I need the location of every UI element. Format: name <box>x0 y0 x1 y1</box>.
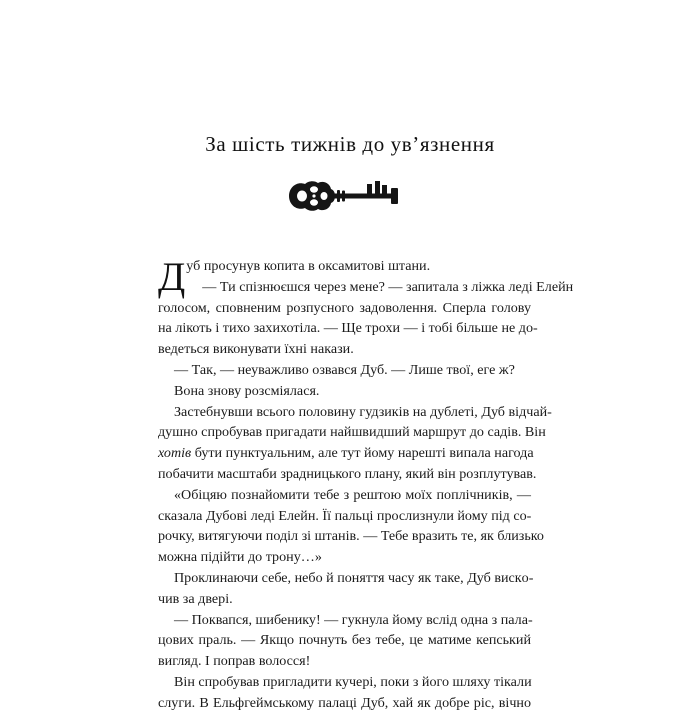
paragraph <box>158 277 574 360</box>
text-line: слуги. В Ельфгеймському палаці Дуб, хай як добре ріс, вічно <box>158 694 531 711</box>
emphasis-word: хотів <box>158 445 192 462</box>
paragraph <box>158 568 534 610</box>
text-line: побачити масштаби зрадницького плану, який він розплутував. <box>158 465 537 482</box>
text-line: Застебнувши всього половину гудзиків на дублеті, Дуб відчай- <box>174 403 552 420</box>
text-line: Проклинаючи себе, небо й поняття часу як таке, Дуб вискo- <box>174 569 534 586</box>
text-line: чив за двері. <box>158 590 233 607</box>
text-fragment: бути пунктуальним, але тут йому нарешті випала нагода <box>191 445 534 462</box>
text-line <box>158 443 534 464</box>
text-line: цових праль. — Якщо почнуть без тебе, це матиме кепський <box>158 632 531 649</box>
text-line: сказала Дубові леді Елейн. Її пальці прослизнули йому під со- <box>158 507 532 524</box>
text-line: рочку, витягуючи поділ зі штанів. — Тебе вразить те, як близько <box>158 528 544 545</box>
paragraph <box>158 485 544 568</box>
text-line: «Обіцяю познайомити тебе з рештою моїх поплічників, — <box>174 486 531 503</box>
paragraph <box>158 672 531 714</box>
body-text <box>158 254 574 714</box>
drop-cap: Д <box>158 254 186 299</box>
text-line: душно спробував пригадати найшвидший маршрут до садів. Він <box>158 424 546 441</box>
text-line: на лікоть і тихо захихотіла. — Ще трохи — і тобі більше не до- <box>158 320 538 337</box>
paragraph <box>158 381 531 402</box>
text-line: уб просунув копита в оксамитові штани. <box>186 258 431 274</box>
paragraph <box>158 610 531 672</box>
text-line: ведеться виконувати їхні накази. <box>158 341 354 358</box>
text-line: голосом, сповненим розпусного задоволення. Сперла голову <box>158 299 531 316</box>
chapter-title: За шість тижнів до ув’язнення <box>205 132 495 156</box>
text-line: — Ти спізнюєшся через мене? — запитала з ліжка леді Елейн <box>202 278 574 295</box>
text-line: — Поквапся, шибенику! — гукнула йому вслід одна з пала- <box>174 611 533 628</box>
key-icon <box>287 178 401 214</box>
paragraph <box>158 402 552 485</box>
text-line: — Так, — неуважливо озвався Дуб. — Лише твої, еге ж? <box>174 361 515 378</box>
text-line: вигляд. І поправ волосся! <box>158 653 311 670</box>
text-line: можна підійти до трону…» <box>158 549 322 566</box>
text-line: Він спробував пригладити кучері, поки з його шляху тікали <box>174 673 532 690</box>
text-line: Вона знову розсміялася. <box>174 382 320 399</box>
paragraph <box>158 360 531 381</box>
